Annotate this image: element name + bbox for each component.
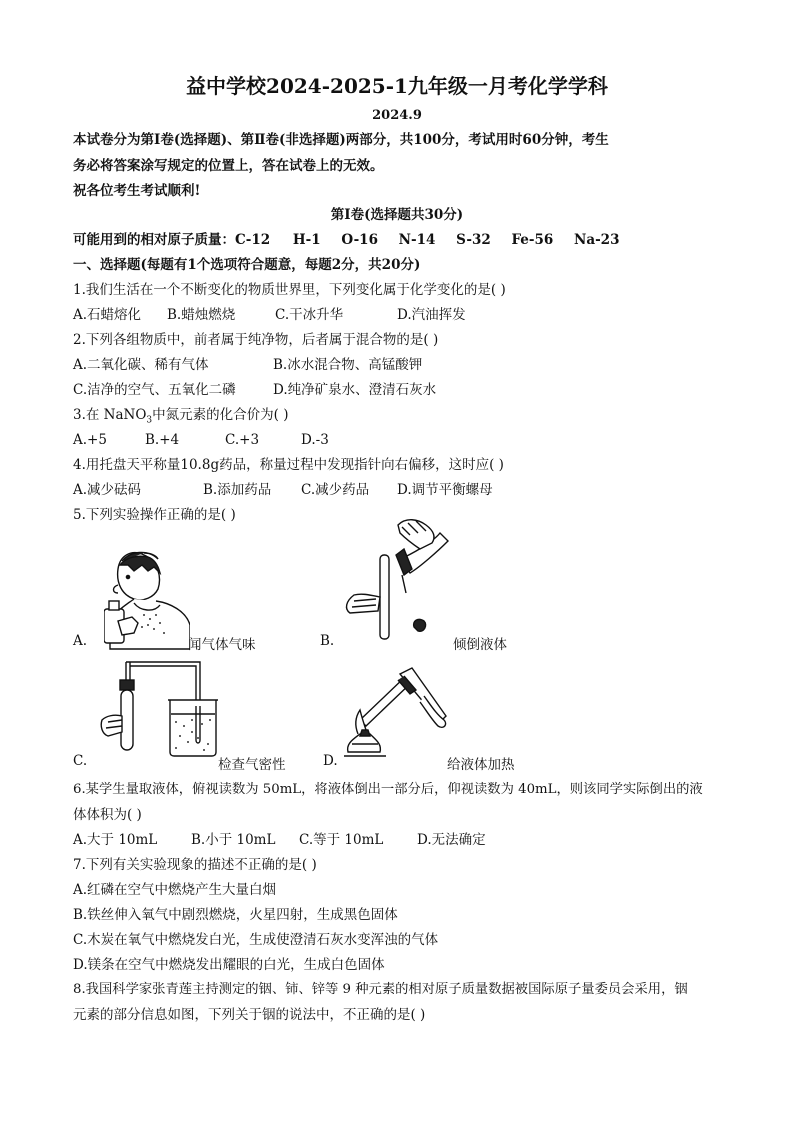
atomic-mass-na: Na-23 (573, 232, 620, 248)
figure-c-caption: 检查气密性 (218, 757, 286, 773)
figure-d-letter: D. (323, 753, 338, 769)
intro-line-2: 务必将答案涂写规定的位置上，答在试卷上的无效。 (73, 158, 384, 174)
q5-stem: 5.下列实验操作正确的是( ) (73, 507, 236, 523)
q4-stem: 4.用托盘天平称量10.8g药品，称量过程中发现指针向右偏移，这时应( ) (73, 457, 504, 473)
q6-options (73, 831, 486, 849)
part-heading: 一、选择题(每题有1个选项符合题意，每题2分，共20分) (73, 257, 421, 273)
q4-option-d: D.调节平衡螺母 (397, 482, 493, 498)
q7-option-d: D.镁条在空气中燃烧发出耀眼的白光，生成白色固体 (73, 957, 385, 973)
q1-option-a: A.石蜡熔化 (73, 307, 142, 323)
figure-d-caption: 给液体加热 (447, 757, 515, 773)
q3-options (73, 431, 329, 449)
figure-a-letter: A. (73, 633, 88, 649)
q1-stem: 1.我们生活在一个不断变化的物质世界里，下列变化属于化学变化的是( ) (73, 282, 506, 298)
q3-option-a: A.+5 (73, 432, 107, 448)
atomic-mass-n: N-14 (398, 232, 436, 248)
figure-a-caption: 闻气体气味 (188, 637, 256, 653)
q4-option-a: A.减少砝码 (73, 482, 142, 498)
atomic-mass-o: O-16 (341, 232, 378, 248)
q1-option-c: C.干冰升华 (275, 307, 344, 323)
q6-stem-line2: 体体积为( ) (73, 807, 142, 823)
q4-option-b: B.添加药品 (203, 482, 272, 498)
q6-option-b: B.小于 10mL (191, 832, 276, 848)
q6-stem-line1: 6.某学生量取液体，俯视读数为 50mL，将液体倒出一部分后，仰视读数为 40mL，则该同学实际倒出的液 (73, 782, 703, 797)
exam-title: 益中学校2024-2025-1九年级一月考化学学科 (186, 74, 608, 98)
q2-options-row1 (73, 356, 422, 374)
figure-b-pour-liquid (340, 515, 452, 643)
atomic-mass-s: S-32 (456, 232, 491, 248)
figure-a-smell-gas (104, 545, 190, 650)
exam-date: 2024.9 (372, 108, 422, 123)
atomic-mass-fe: Fe-56 (511, 232, 554, 248)
figure-c-letter: C. (73, 753, 88, 769)
figure-b-letter: B. (320, 633, 335, 649)
q1-option-d: D.汽油挥发 (397, 307, 466, 323)
atomic-mass-h: H-1 (292, 232, 321, 248)
q8-stem-line2: 元素的部分信息如图，下列关于铟的说法中，不正确的是( ) (73, 1007, 426, 1023)
q2-option-d: D.纯净矿泉水、澄清石灰水 (273, 382, 437, 398)
q3-stem-post: 中氮元素的化合价为( ) (152, 407, 289, 423)
intro-line-1: 本试卷分为第Ⅰ卷(选择题)、第Ⅱ卷(非选择题)两部分，共100分，考试用时60分钟，考生 (73, 132, 609, 148)
q3-option-d: D.-3 (301, 432, 329, 448)
q3-option-c: C.+3 (225, 432, 260, 448)
q7-option-b: B.铁丝伸入氧气中剧烈燃烧，火星四射，生成黑色固体 (73, 907, 398, 923)
q8-stem-line1: 8.我国科学家张青莲主持测定的铟、铈、锌等 9 种元素的相对原子质量数据被国际原子量委员会采用，铟 (73, 982, 688, 997)
q3-option-b: B.+4 (145, 432, 180, 448)
q4-options (73, 481, 493, 499)
atomic-mass-intro: 可能用到的相对原子质量：C-12 (73, 232, 271, 248)
q2-stem: 2.下列各组物质中，前者属于纯净物，后者属于混合物的是( ) (73, 332, 439, 348)
intro-line-3: 祝各位考生考试顺利! (73, 183, 201, 199)
q2-option-c: C.洁净的空气、五氧化二磷 (73, 382, 236, 398)
figure-d-heat-liquid (340, 664, 452, 760)
q6-option-c: C.等于 10mL (299, 832, 384, 848)
q1-option-b: B.蜡烛燃烧 (167, 307, 236, 323)
q3-stem (73, 406, 288, 430)
q6-option-a: A.大于 10mL (73, 832, 158, 848)
figure-c-check-airtight (96, 660, 220, 758)
figure-b-caption: 倾倒液体 (453, 637, 507, 653)
q7-option-a: A.红磷在空气中燃烧产生大量白烟 (73, 882, 277, 898)
q6-option-d: D.无法确定 (417, 832, 486, 848)
q7-option-c: C.木炭在氧气中燃烧发白光，生成使澄清石灰水变浑浊的气体 (73, 932, 439, 948)
q7-stem: 7.下列有关实验现象的描述不正确的是( ) (73, 857, 317, 873)
q3-stem-pre: 3.在 NaNO (73, 407, 147, 423)
section-heading: 第Ⅰ卷(选择题共30分) (330, 207, 464, 223)
q4-option-c: C.减少药品 (301, 482, 370, 498)
q2-options-row2 (73, 381, 436, 399)
q2-option-a: A.二氧化碳、稀有气体 (73, 357, 209, 373)
q3-stem-subscript: 3 (146, 415, 153, 426)
q1-options (73, 306, 466, 324)
atomic-masses (73, 231, 619, 249)
q2-option-b: B.冰水混合物、高锰酸钾 (273, 357, 423, 373)
